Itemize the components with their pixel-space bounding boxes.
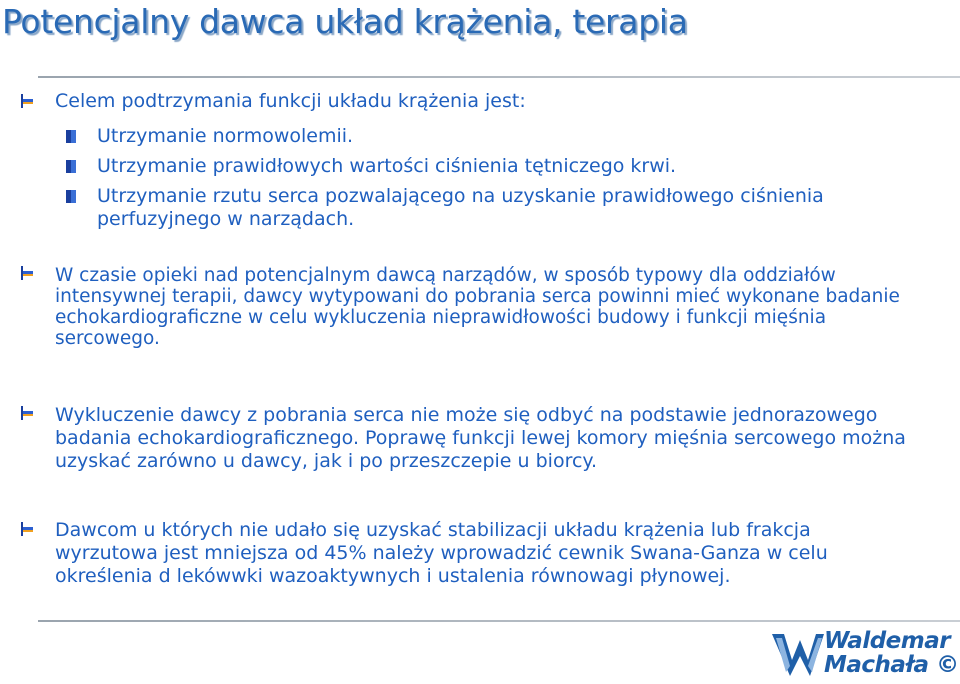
- subitem-1: Utrzymanie normowolemii.: [97, 125, 354, 147]
- title-divider: [38, 76, 960, 78]
- logo-line-1: Waldemar: [824, 628, 951, 654]
- footer-divider: [38, 620, 960, 622]
- logo-mark-icon: [770, 626, 826, 680]
- author-logo: [770, 624, 958, 682]
- pin-bullet-icon: [20, 266, 34, 280]
- square-bullet-icon: [66, 190, 76, 203]
- pin-bullet-icon: [20, 406, 34, 420]
- slide-title: Potencjalny dawca układ krążenia, terapia: [2, 2, 688, 41]
- bullet-1-text: Celem podtrzymania funkcji układu krążenia jest:: [55, 90, 526, 112]
- square-bullet-icon: [66, 160, 76, 173]
- bullet-3-text: Wykluczenie dawcy z pobrania serca nie może się odbyć na podstawie jednorazowego badania echokardiograficznego. Poprawę funkcji lewej komory mięśnia sercowego można uzyskać zarówno u dawcy, jak i po przeszczepie u biorcy.: [55, 404, 906, 472]
- subitem-3: Utrzymanie rzutu serca pozwalającego na uzyskanie prawidłowego ciśnienia perfuzyjnego w narządach.: [97, 185, 824, 230]
- square-bullet-icon: [66, 130, 76, 143]
- pin-bullet-icon: [20, 94, 34, 108]
- logo-line-2: Machała ©: [824, 652, 959, 678]
- subitem-2: Utrzymanie prawidłowych wartości ciśnienia tętniczego krwi.: [97, 155, 677, 177]
- pin-bullet-icon: [20, 522, 34, 536]
- bullet-4-text: Dawcom u których nie udało się uzyskać stabilizacji układu krążenia lub frakcja wyrzutowa jest mniejsza od 45% należy wprowadzić cewnik Swana-Ganza w celu określenia d lekówwki wazoaktywnych i ustalenia równowagi płynowej.: [55, 519, 828, 587]
- bullet-2-text: W czasie opieki nad potencjalnym dawcą narządów, w sposób typowy dla oddziałów intensywnej terapii, dawcy wytypowani do pobrania serca powinni mieć wykonane badanie echokardiograficzne w celu wykluczenia nieprawidłowości budowy i funkcji mięśnia sercowego.: [55, 265, 900, 349]
